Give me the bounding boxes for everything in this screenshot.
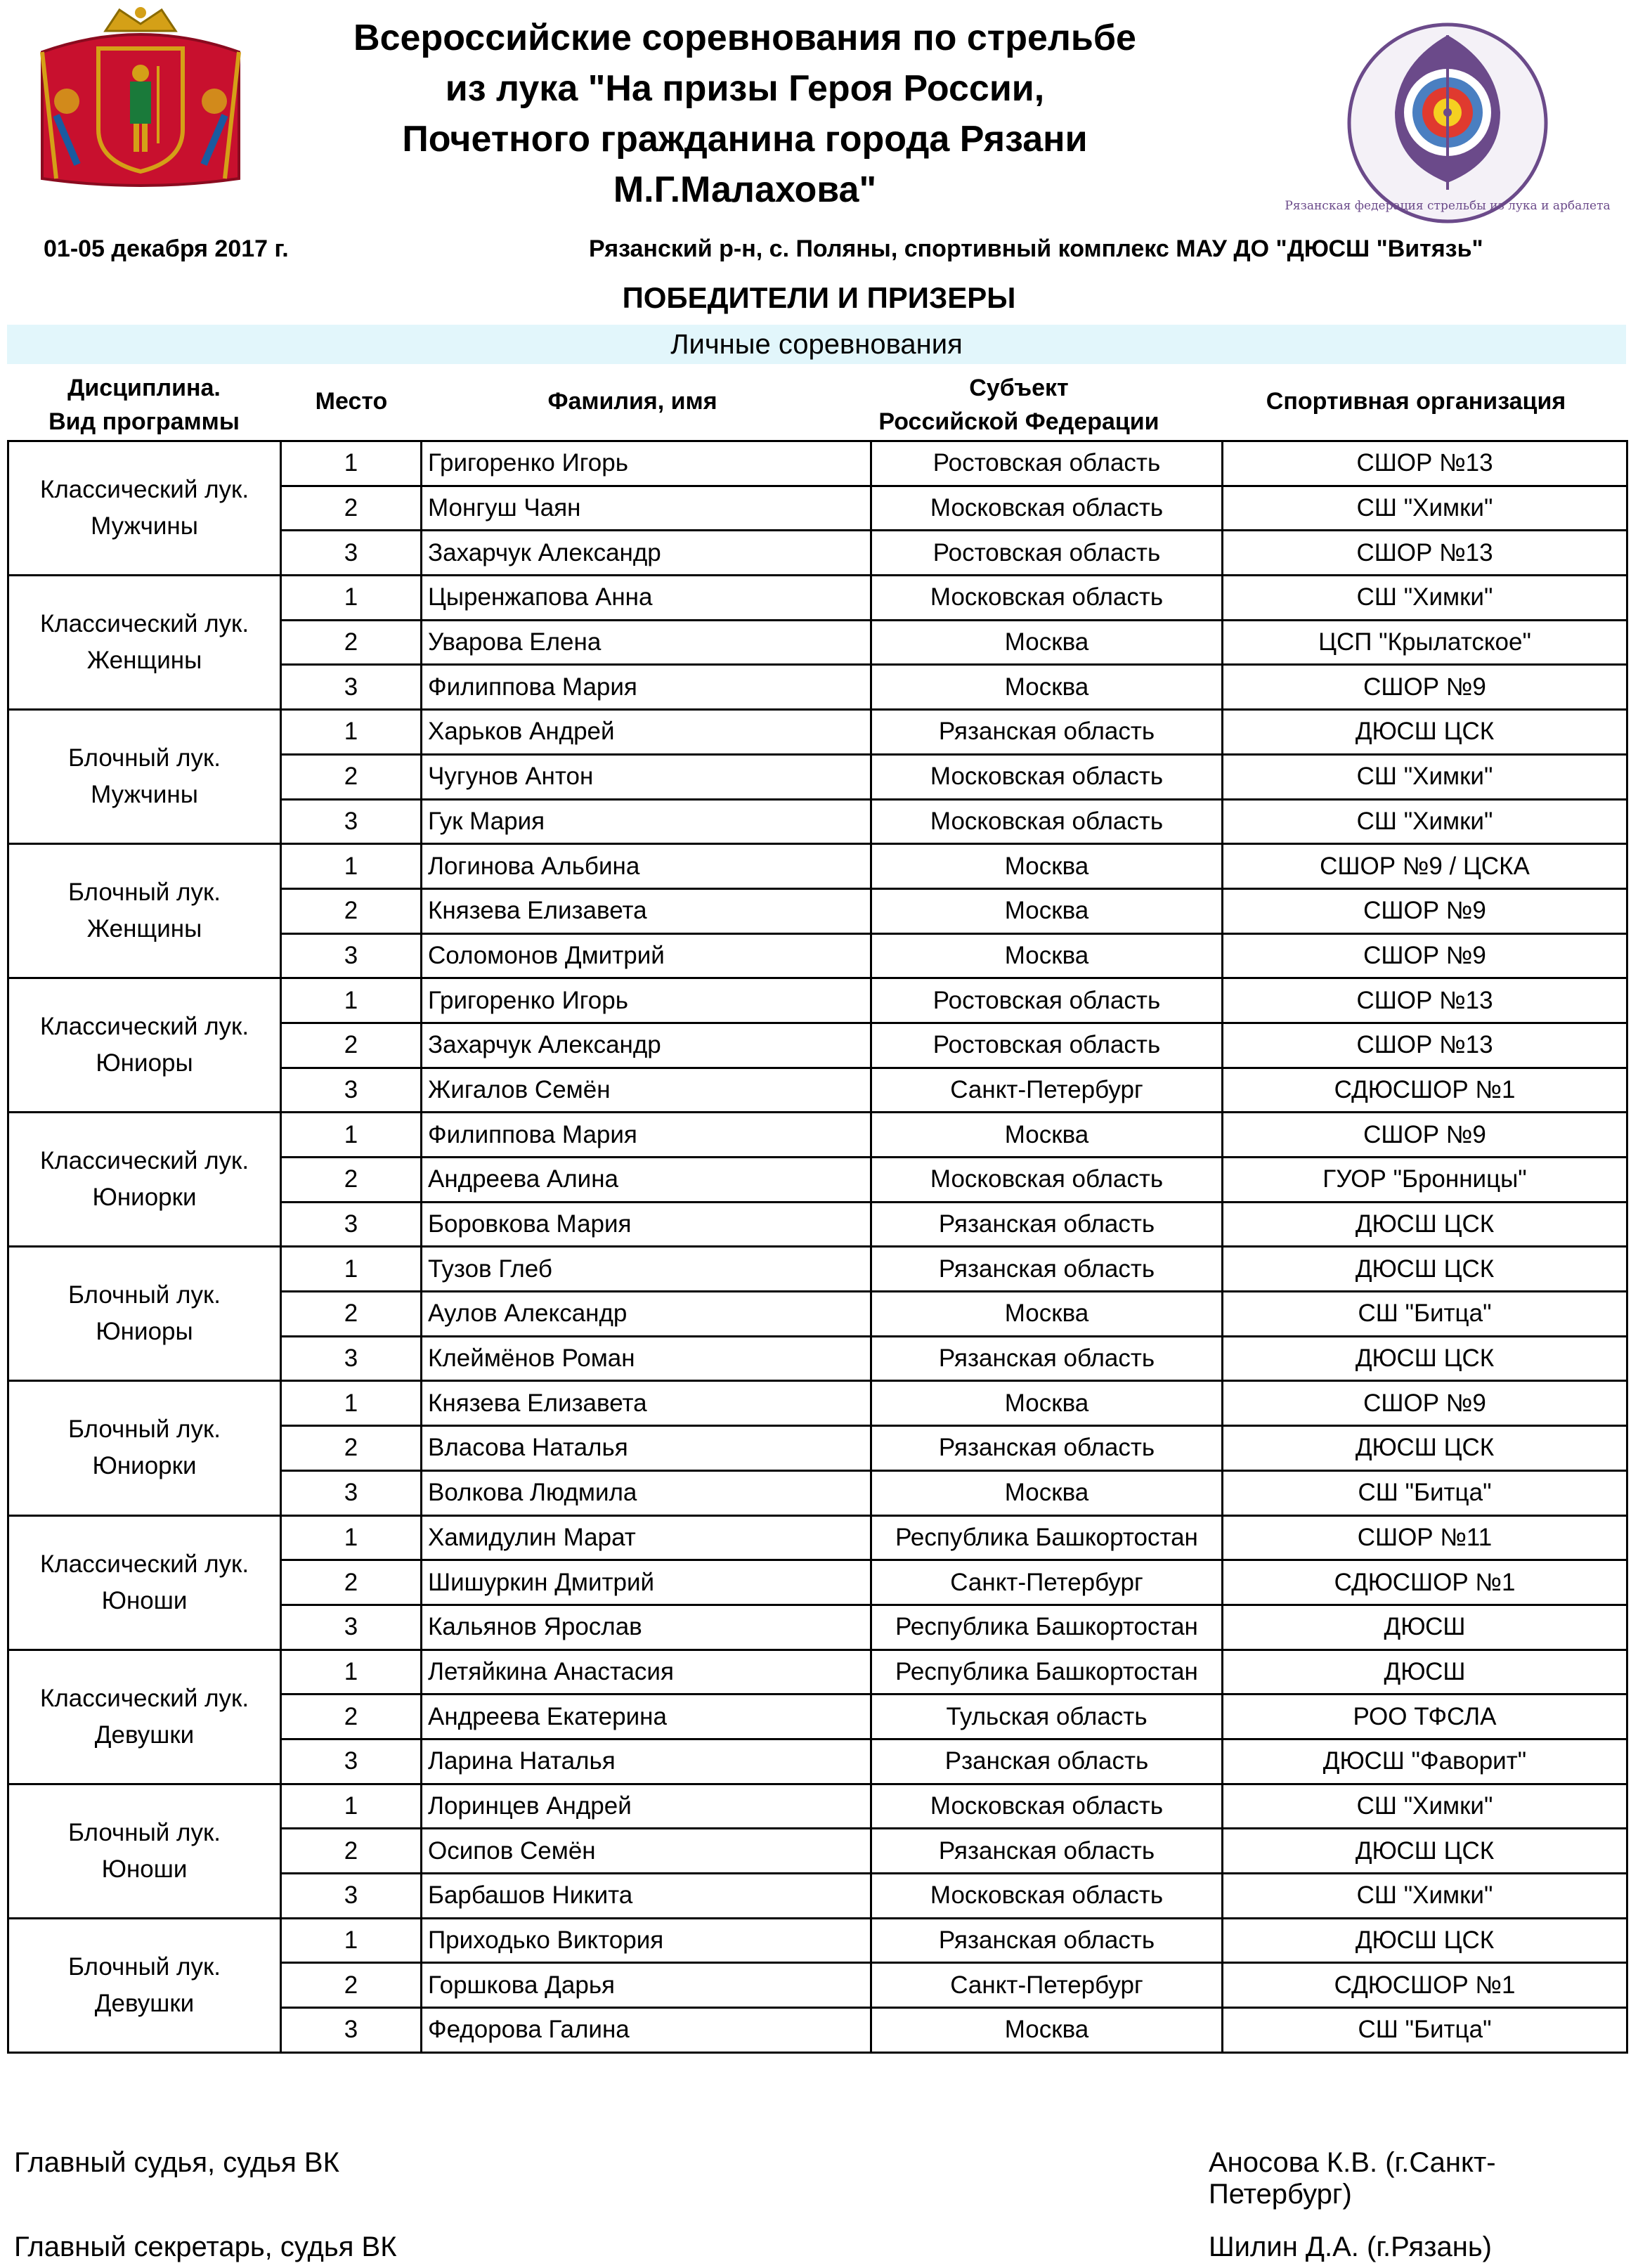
athlete-name-cell: Соломонов Дмитрий <box>422 933 871 978</box>
athlete-name-cell: Летяйкина Анастасия <box>422 1650 871 1694</box>
organization-cell: СШОР №9 <box>1223 1381 1627 1426</box>
athlete-name-cell: Князева Елизавета <box>422 888 871 933</box>
organization-cell: СДЮСШОР №1 <box>1223 1560 1627 1605</box>
athlete-name-cell: Цыренжапова Анна <box>422 576 871 621</box>
region-cell: Москва <box>871 933 1223 978</box>
region-cell: Рязанская область <box>871 1829 1223 1874</box>
athlete-name-cell: Боровкова Мария <box>422 1202 871 1247</box>
organization-cell: ДЮСШ <box>1223 1605 1627 1650</box>
athlete-name-cell: Жигалов Семён <box>422 1068 871 1113</box>
coat-of-arms-logo <box>28 3 253 193</box>
discipline-cell <box>8 1515 281 1650</box>
region-cell: Москва <box>871 1470 1223 1515</box>
discipline-cell <box>8 1381 281 1515</box>
region-cell: Московская область <box>871 799 1223 844</box>
place-cell: 2 <box>281 1426 422 1471</box>
table-row <box>8 844 1627 889</box>
place-cell: 1 <box>281 978 422 1023</box>
organization-cell: СШ "Химки" <box>1223 576 1627 621</box>
region-cell: Республика Башкортостан <box>871 1605 1223 1650</box>
athlete-name-cell: Андреева Екатерина <box>422 1694 871 1739</box>
discipline-line: Блочный лук. <box>67 1415 221 1444</box>
place-cell: 3 <box>281 531 422 576</box>
discipline-line: Юниорки <box>92 1452 197 1480</box>
chief-secretary-name: Шилин Д.А. (г.Рязань) <box>1209 2231 1492 2262</box>
organization-cell: СШОР №9 <box>1223 1113 1627 1158</box>
athlete-name-cell: Филиппова Мария <box>422 1113 871 1158</box>
section-title: ПОБЕДИТЕЛИ И ПРИЗЕРЫ <box>622 281 1016 314</box>
region-cell: Московская область <box>871 1158 1223 1203</box>
table-row <box>8 576 1627 621</box>
athlete-name-cell: Аулов Александр <box>422 1292 871 1337</box>
discipline-line: Девушки <box>94 1721 195 1749</box>
discipline-line: Классический лук. <box>39 610 249 638</box>
discipline-line: Юниоры <box>96 1318 193 1346</box>
table-row <box>8 1113 1627 1158</box>
organization-cell: СШОР №13 <box>1223 978 1627 1023</box>
organization-cell: ДЮСШ ЦСК <box>1223 1247 1627 1292</box>
table-row <box>8 1381 1627 1426</box>
region-cell: Московская область <box>871 754 1223 799</box>
federation-logo-text: Рязанская федерация стрельбы из лука и арбалета <box>1285 199 1611 213</box>
discipline-cell <box>8 1918 281 2052</box>
event-venue: Рязанский р-н, с. Поляны, спортивный комплекс МАУ ДО "ДЮСШ "Витязь" <box>589 235 1483 262</box>
discipline-line: Мужчины <box>91 512 198 540</box>
place-cell: 3 <box>281 665 422 710</box>
region-cell: Москва <box>871 1381 1223 1426</box>
athlete-name-cell: Власова Наталья <box>422 1426 871 1471</box>
region-cell: Рязанская область <box>871 1426 1223 1471</box>
discipline-line: Девушки <box>94 1989 195 2017</box>
athlete-name-cell: Горшкова Дарья <box>422 1963 871 2008</box>
athlete-name-cell: Логинова Альбина <box>422 844 871 889</box>
organization-cell: СШ "Битца" <box>1223 2008 1627 2053</box>
discipline-cell <box>8 1113 281 1247</box>
place-cell: 3 <box>281 1874 422 1919</box>
athlete-name-cell: Лоринцев Андрей <box>422 1784 871 1829</box>
athlete-name-cell: Приходько Виктория <box>422 1918 871 1963</box>
region-cell: Москва <box>871 2008 1223 2053</box>
place-cell: 2 <box>281 1023 422 1068</box>
region-cell: Рязанская область <box>871 1336 1223 1381</box>
region-cell: Москва <box>871 1292 1223 1337</box>
organization-cell: СШОР №13 <box>1223 1023 1627 1068</box>
place-cell: 1 <box>281 1113 422 1158</box>
organization-cell: ДЮСШ <box>1223 1650 1627 1694</box>
place-cell: 1 <box>281 1650 422 1694</box>
organization-cell: СШ "Химки" <box>1223 486 1627 531</box>
chief-judge-role: Главный судья, судья ВК <box>14 2147 339 2178</box>
athlete-name-cell: Волкова Людмила <box>422 1470 871 1515</box>
organization-cell: ЦСП "Крылатское" <box>1223 620 1627 665</box>
organization-cell: СШ "Химки" <box>1223 1784 1627 1829</box>
place-cell: 2 <box>281 1694 422 1739</box>
place-cell: 3 <box>281 1336 422 1381</box>
discipline-line: Женщины <box>86 915 202 943</box>
column-header-org: Спортивная организация <box>1266 388 1566 415</box>
athlete-name-cell: Андреева Алина <box>422 1158 871 1203</box>
region-cell: Москва <box>871 888 1223 933</box>
discipline-cell <box>8 1784 281 1918</box>
region-cell: Москва <box>871 1113 1223 1158</box>
place-cell: 3 <box>281 1470 422 1515</box>
place-cell: 3 <box>281 1605 422 1650</box>
column-header-name: Фамилия, имя <box>547 388 717 415</box>
place-cell: 3 <box>281 799 422 844</box>
athlete-name-cell: Захарчук Александр <box>422 1023 871 1068</box>
region-cell: Ростовская область <box>871 441 1223 486</box>
organization-cell: СШОР №13 <box>1223 531 1627 576</box>
subsection-title: Личные соревнования <box>7 325 1626 364</box>
place-cell: 2 <box>281 486 422 531</box>
table-row <box>8 1784 1627 1829</box>
organization-cell: СШ "Химки" <box>1223 799 1627 844</box>
place-cell: 3 <box>281 933 422 978</box>
organization-cell: СШ "Битца" <box>1223 1292 1627 1337</box>
organization-cell: ДЮСШ ЦСК <box>1223 1426 1627 1471</box>
discipline-cell <box>8 441 281 576</box>
organization-cell: ДЮСШ ЦСК <box>1223 1918 1627 1963</box>
region-cell: Ростовская область <box>871 531 1223 576</box>
place-cell: 1 <box>281 844 422 889</box>
organization-cell: ДЮСШ ЦСК <box>1223 1202 1627 1247</box>
athlete-name-cell: Хамидулин Марат <box>422 1515 871 1560</box>
place-cell: 2 <box>281 1292 422 1337</box>
discipline-line: Женщины <box>86 647 202 675</box>
chief-secretary-role: Главный секретарь, судья ВК <box>14 2231 397 2262</box>
place-cell: 3 <box>281 1739 422 1784</box>
athlete-name-cell: Тузов Глеб <box>422 1247 871 1292</box>
athlete-name-cell: Филиппова Мария <box>422 665 871 710</box>
place-cell: 2 <box>281 1963 422 2008</box>
organization-cell: СШ "Химки" <box>1223 754 1627 799</box>
discipline-line: Блочный лук. <box>67 1952 221 1981</box>
athlete-name-cell: Клеймёнов Роман <box>422 1336 871 1381</box>
athlete-name-cell: Барбашов Никита <box>422 1874 871 1919</box>
place-cell: 3 <box>281 1068 422 1113</box>
chief-judge-name: Аносова К.В. (г.Санкт-Петербург) <box>1209 2147 1496 2210</box>
region-cell: Москва <box>871 620 1223 665</box>
region-cell: Рзанская область <box>871 1739 1223 1784</box>
place-cell: 2 <box>281 754 422 799</box>
table-row <box>8 1918 1627 1963</box>
place-cell: 1 <box>281 1784 422 1829</box>
region-cell: Республика Башкортостан <box>871 1650 1223 1694</box>
event-date: 01-05 декабря 2017 г. <box>44 235 289 262</box>
region-cell: Санкт-Петербург <box>871 1068 1223 1113</box>
organization-cell: СШ "Битца" <box>1223 1470 1627 1515</box>
discipline-line: Классический лук. <box>39 1684 249 1712</box>
table-row <box>8 1650 1627 1694</box>
column-header-discipline: Дисциплина. Вид программы <box>48 375 240 435</box>
region-cell: Санкт-Петербург <box>871 1560 1223 1605</box>
region-cell: Москва <box>871 665 1223 710</box>
athlete-name-cell: Князева Елизавета <box>422 1381 871 1426</box>
athlete-name-cell: Шишуркин Дмитрий <box>422 1560 871 1605</box>
organization-cell: ДЮСШ ЦСК <box>1223 1829 1627 1874</box>
discipline-line: Мужчины <box>91 781 198 809</box>
region-cell: Рязанская область <box>871 710 1223 755</box>
discipline-line: Классический лук. <box>39 476 249 504</box>
table-row <box>8 1247 1627 1292</box>
athlete-name-cell: Федорова Галина <box>422 2008 871 2053</box>
region-cell: Москва <box>871 844 1223 889</box>
place-cell: 3 <box>281 1202 422 1247</box>
region-cell: Санкт-Петербург <box>871 1963 1223 2008</box>
place-cell: 2 <box>281 620 422 665</box>
region-cell: Ростовская область <box>871 978 1223 1023</box>
place-cell: 1 <box>281 1247 422 1292</box>
athlete-name-cell: Григоренко Игорь <box>422 441 871 486</box>
discipline-line: Классический лук. <box>39 1013 249 1041</box>
region-cell: Ростовская область <box>871 1023 1223 1068</box>
organization-cell: ДЮСШ "Фаворит" <box>1223 1739 1627 1784</box>
region-cell: Московская область <box>871 576 1223 621</box>
athlete-name-cell: Захарчук Александр <box>422 531 871 576</box>
table-row <box>8 978 1627 1023</box>
region-cell: Московская область <box>871 1784 1223 1829</box>
place-cell: 1 <box>281 576 422 621</box>
discipline-line: Блочный лук. <box>67 879 221 907</box>
discipline-line: Юниоры <box>96 1049 193 1077</box>
table-row <box>8 441 1627 486</box>
organization-cell: ДЮСШ ЦСК <box>1223 710 1627 755</box>
discipline-line: Юниорки <box>92 1184 197 1212</box>
discipline-cell <box>8 978 281 1113</box>
region-cell: Московская область <box>871 1874 1223 1919</box>
organization-cell: РОО ТФСЛА <box>1223 1694 1627 1739</box>
discipline-line: Юноши <box>101 1855 188 1883</box>
athlete-name-cell: Харьков Андрей <box>422 710 871 755</box>
table-row <box>8 710 1627 755</box>
organization-cell: СШОР №9 / ЦСКА <box>1223 844 1627 889</box>
place-cell: 2 <box>281 1560 422 1605</box>
region-cell: Тульская область <box>871 1694 1223 1739</box>
place-cell: 1 <box>281 441 422 486</box>
column-header-region: Субъект Российской Федерации <box>878 375 1159 435</box>
discipline-cell <box>8 576 281 710</box>
place-cell: 3 <box>281 2008 422 2053</box>
organization-cell: ДЮСШ ЦСК <box>1223 1336 1627 1381</box>
organization-cell: СДЮСШОР №1 <box>1223 1963 1627 2008</box>
column-header-place: Место <box>315 388 388 415</box>
table-row <box>8 1515 1627 1560</box>
region-cell: Рязанская область <box>871 1202 1223 1247</box>
region-cell: Республика Башкортостан <box>871 1515 1223 1560</box>
athlete-name-cell: Уварова Елена <box>422 620 871 665</box>
organization-cell: ГУОР "Бронницы" <box>1223 1158 1627 1203</box>
athlete-name-cell: Осипов Семён <box>422 1829 871 1874</box>
organization-cell: СШОР №9 <box>1223 888 1627 933</box>
discipline-cell <box>8 1650 281 1784</box>
region-cell: Московская область <box>871 486 1223 531</box>
place-cell: 1 <box>281 1918 422 1963</box>
discipline-line: Юноши <box>101 1586 188 1614</box>
athlete-name-cell: Ларина Наталья <box>422 1739 871 1784</box>
organization-cell: СШ "Химки" <box>1223 1874 1627 1919</box>
place-cell: 1 <box>281 1381 422 1426</box>
organization-cell: СШОР №11 <box>1223 1515 1627 1560</box>
discipline-line: Классический лук. <box>39 1147 249 1175</box>
document-title: Всероссийские соревнования по стрельбе из лука "На призы Героя России, Почетного гражданина города Рязани М.Г.Малахова" <box>353 18 1136 210</box>
place-cell: 2 <box>281 888 422 933</box>
discipline-cell <box>8 844 281 978</box>
place-cell: 1 <box>281 710 422 755</box>
discipline-line: Блочный лук. <box>67 1281 221 1309</box>
federation-logo <box>1285 21 1611 225</box>
organization-cell: СДЮСШОР №1 <box>1223 1068 1627 1113</box>
discipline-line: Блочный лук. <box>67 1818 221 1846</box>
athlete-name-cell: Монгуш Чаян <box>422 486 871 531</box>
athlete-name-cell: Григоренко Игорь <box>422 978 871 1023</box>
athlete-name-cell: Гук Мария <box>422 799 871 844</box>
region-cell: Рязанская область <box>871 1247 1223 1292</box>
organization-cell: СШОР №9 <box>1223 665 1627 710</box>
organization-cell: СШОР №13 <box>1223 441 1627 486</box>
athlete-name-cell: Чугунов Антон <box>422 754 871 799</box>
discipline-line: Классический лук. <box>39 1550 249 1578</box>
discipline-line: Блочный лук. <box>67 744 221 772</box>
results-table <box>7 440 1628 2054</box>
region-cell: Рязанская область <box>871 1918 1223 1963</box>
place-cell: 1 <box>281 1515 422 1560</box>
organization-cell: СШОР №9 <box>1223 933 1627 978</box>
place-cell: 2 <box>281 1829 422 1874</box>
place-cell: 2 <box>281 1158 422 1203</box>
athlete-name-cell: Кальянов Ярослав <box>422 1605 871 1650</box>
discipline-cell <box>8 710 281 844</box>
discipline-cell <box>8 1247 281 1381</box>
